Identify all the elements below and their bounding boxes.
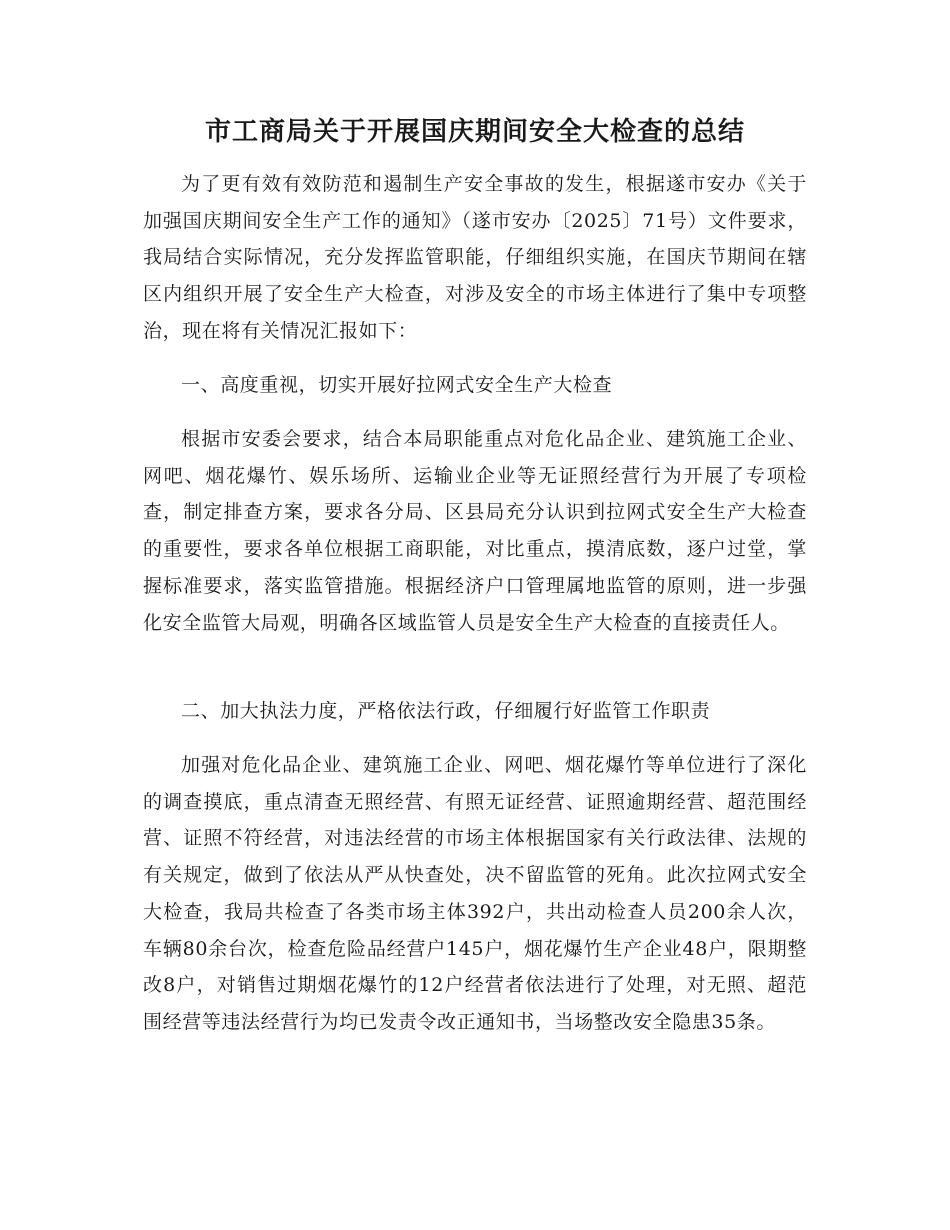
section-heading-2: 二、加大执法力度，严格依法行政，仔细履行好监管工作职责	[181, 700, 711, 722]
document-title: 市工商局关于开展国庆期间安全大检查的总结	[204, 117, 745, 147]
intro-paragraph: 为了更有效有效防范和遏制生产安全事故的发生，根据遂市安办《关于加强国庆期间安全生产工作的通知》（遂市安办〔2025〕71号）文件要求，我局结合实际情况，充分发挥监管职能，仔细组织实施，在国庆节期间在辖区内组织开展了安全生产大检查，对涉及安全的市场主体进行了集中专项整治，现在将有关情况汇报如下：	[143, 173, 807, 342]
section-heading-1: 一、高度重视，切实开展好拉网式安全生产大检查	[181, 374, 613, 396]
section-body-1: 根据市安委会要求，结合本局职能重点对危化品企业、建筑施工企业、网吧、烟花爆竹、娱乐场所、运输业企业等无证照经营行为开展了专项检查，制定排查方案，要求各分局、区县局充分认识到拉网式安全生产大检查的重要性，要求各单位根据工商职能，对比重点，摸清底数，逐户过堂，掌握标准要求，落实监管措施。根据经济户口管理属地监管的原则，进一步强化安全监管大局观，明确各区域监管人员是安全生产大检查的直接责任人。	[143, 428, 807, 634]
section-body-2: 加强对危化品企业、建筑施工企业、网吧、烟花爆竹等单位进行了深化的调查摸底，重点清查无照经营、有照无证经营、证照逾期经营、超范围经营、证照不符经营，对违法经营的市场主体根据国家有关行政法律、法规的有关规定，做到了依法从严从快查处，决不留监管的死角。此次拉网式安全大检查，我局共检查了各类市场主体392户，共出动检查人员200余人次，车辆80余台次，检查危险品经营户145户，烟花爆竹生产企业48户，限期整改8户，对销售过期烟花爆竹的12户经营者依法进行了处理，对无照、超范围经营等违法经营行为均已发责令改正通知书，当场整改安全隐患35条。	[143, 754, 807, 1033]
